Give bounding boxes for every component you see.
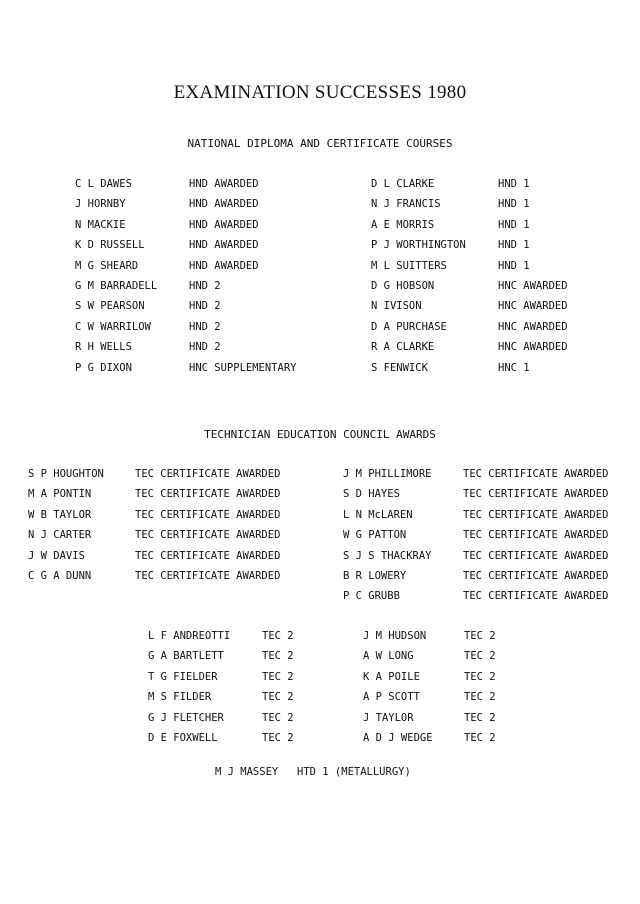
student-name: R H WELLS (75, 341, 132, 354)
award: HND AWARDED (189, 178, 259, 190)
award: TEC 2 (262, 731, 294, 744)
student-name: L F ANDREOTTI (148, 630, 231, 642)
award: TEC 2 (262, 650, 294, 663)
student-name: N IVISON (371, 300, 422, 313)
student-name: M L SUITTERS (371, 259, 447, 272)
award: TEC CERTIFICATE AWARDED (135, 529, 281, 542)
student-name: D E FOXWELL (148, 731, 218, 744)
award: TEC 2 (262, 670, 294, 683)
student-name: J W DAVIS (28, 549, 85, 562)
award: TEC CERTIFICATE AWARDED (135, 569, 281, 582)
student-name: C G A DUNN (28, 569, 92, 582)
student-name: W B TAYLOR (28, 508, 92, 521)
award: TEC 2 (262, 711, 294, 724)
student-name: J HORNBY (75, 198, 126, 211)
student-name: M J MASSEY (215, 766, 279, 778)
award: TEC 2 (464, 691, 496, 704)
student-name: A P SCOTT (363, 691, 420, 704)
award: TEC 2 (464, 670, 496, 683)
award: TEC CERTIFICATE AWARDED (463, 590, 609, 603)
page-title: EXAMINATION SUCCESSES 1980 (173, 82, 467, 103)
award: HND 2 (189, 341, 221, 354)
student-name: C W WARRILOW (75, 320, 151, 333)
student-name: K D RUSSELL (75, 239, 145, 252)
award: HND AWARDED (189, 239, 259, 252)
student-name: N J FRANCIS (371, 198, 441, 211)
student-name: A D J WEDGE (363, 731, 433, 744)
student-name: P C GRUBB (343, 590, 400, 603)
award: TEC CERTIFICATE AWARDED (463, 529, 609, 542)
student-name: J M PHILLIMORE (343, 468, 432, 480)
award: TEC 2 (262, 630, 294, 642)
student-name: S P HOUGHTON (28, 468, 104, 480)
student-name: M A PONTIN (28, 488, 92, 501)
award: TEC CERTIFICATE AWARDED (135, 508, 281, 521)
student-name: S J S THACKRAY (343, 549, 432, 562)
award: TEC CERTIFICATE AWARDED (463, 549, 609, 562)
award: HND 2 (189, 279, 221, 292)
award: HND AWARDED (189, 218, 259, 231)
student-name: G M BARRADELL (75, 279, 158, 292)
award: HND 2 (189, 320, 221, 333)
award: TEC 2 (464, 711, 496, 724)
award: HNC AWARDED (498, 300, 568, 313)
award: HNC AWARDED (498, 341, 568, 354)
student-name: S FENWICK (371, 361, 428, 374)
award: HND 1 (498, 178, 530, 190)
award: HTD 1 (METALLURGY) (297, 766, 411, 778)
award: TEC CERTIFICATE AWARDED (463, 488, 609, 501)
award: HNC SUPPLEMENTARY (189, 361, 297, 374)
award: HNC AWARDED (498, 320, 568, 333)
student-name: W G PATTON (343, 529, 407, 542)
student-name: R A CLARKE (371, 341, 435, 354)
student-name: A E MORRIS (371, 218, 435, 231)
award: TEC 2 (464, 731, 496, 744)
student-name: A W LONG (363, 650, 414, 663)
award: TEC CERTIFICATE AWARDED (135, 468, 281, 480)
student-name: N MACKIE (75, 218, 126, 231)
award: TEC CERTIFICATE AWARDED (135, 549, 281, 562)
student-name: T G FIELDER (148, 670, 218, 683)
student-name: L N McLAREN (343, 508, 413, 521)
award: HND 1 (498, 218, 530, 231)
student-name: J TAYLOR (363, 711, 414, 724)
student-name: P J WORTHINGTON (371, 239, 466, 252)
award: HND 1 (498, 259, 530, 272)
student-name: S W PEARSON (75, 300, 145, 313)
award: TEC CERTIFICATE AWARDED (463, 569, 609, 582)
award: HND 2 (189, 300, 221, 313)
award: TEC 2 (464, 630, 496, 642)
award: TEC CERTIFICATE AWARDED (463, 468, 609, 480)
award: HND AWARDED (189, 259, 259, 272)
award: HND 1 (498, 239, 530, 252)
award: TEC 2 (464, 650, 496, 663)
student-name: G J FLETCHER (148, 711, 224, 724)
award: HNC 1 (498, 361, 530, 374)
award: TEC CERTIFICATE AWARDED (463, 508, 609, 521)
student-name: C L DAWES (75, 178, 132, 190)
student-name: M G SHEARD (75, 259, 139, 272)
student-name: S D HAYES (343, 488, 400, 501)
student-name: M S FILDER (148, 691, 212, 704)
nd-section-heading: NATIONAL DIPLOMA AND CERTIFICATE COURSES (187, 137, 453, 150)
student-name: J M HUDSON (363, 630, 427, 642)
student-name: P G DIXON (75, 361, 132, 374)
student-name: N J CARTER (28, 529, 92, 542)
student-name: B R LOWERY (343, 569, 407, 582)
student-name: D L CLARKE (371, 178, 435, 190)
student-name: D A PURCHASE (371, 320, 447, 333)
student-name: K A POILE (363, 670, 420, 683)
award: HNC AWARDED (498, 279, 568, 292)
award: TEC 2 (262, 691, 294, 704)
award: TEC CERTIFICATE AWARDED (135, 488, 281, 501)
award: HND 1 (498, 198, 530, 211)
award: HND AWARDED (189, 198, 259, 211)
student-name: G A BARTLETT (148, 650, 224, 663)
student-name: D G HOBSON (371, 279, 435, 292)
tec-section-heading: TECHNICIAN EDUCATION COUNCIL AWARDS (204, 428, 436, 441)
